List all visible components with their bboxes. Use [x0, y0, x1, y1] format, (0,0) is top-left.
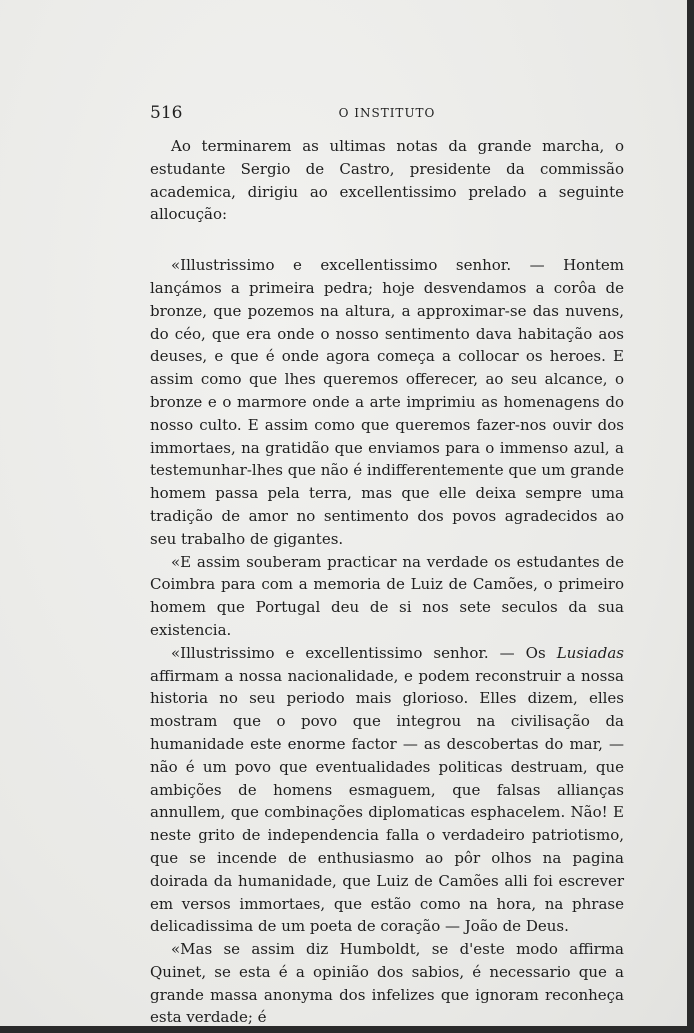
- lusiadas-text-before: «Illustrissimo e excellentissimo senhor. — Os: [171, 643, 557, 662]
- scan-edge-bottom: [0, 1026, 694, 1033]
- page-header: [150, 103, 624, 125]
- scan-edge-right: [687, 0, 694, 1033]
- page-number: 516: [150, 103, 183, 123]
- paragraph-students-coimbra: «E assim souberam practicar na verdade os estudantes de Coimbra para com a memoria de Luiz de Camões, o primeiro homem que Portugal deu de si nos sete seculos da sua existencia.: [150, 552, 624, 639]
- lusiadas-text-after: affirmam a nossa nacionalidade, e podem reconstruir a nossa historia no seu periodo mais glorioso. Elles dizem, elles mostram que o povo que integrou na civilisação da humanidade este enorme factor — as descobertas do mar, — não é um povo que eventualidades politicas destruam, que ambições de homens esmaguem, que falsas allianças annullem, que combinações diplomaticas esphacelem. Não! E neste grito de independencia falla o verdadeiro patriotismo, que se incende de enthusiasmo ao pôr olhos na pagina doirada da humanidade, que Luiz de Camões alli foi escrever em versos immortaes, que estão como na hora, na phrase delicadissima de um poeta de coração — João de Deus.: [150, 666, 624, 936]
- paragraph-lusiadas: [150, 642, 624, 938]
- paragraph-intro: Ao terminarem as ultimas notas da grande marcha, o estudante Sergio de Castro, presidente da commissão academica, dirigiu ao excellentissimo prelado a seguinte allocução:: [150, 137, 624, 224]
- paragraph-speech-opening: «Illustrissimo e excellentissimo senhor. — Hontem lançámos a primeira pedra; hoje desvendamos a corôa de bronze, que pozemos na altura, a approximar-se das nuvens, do céo, que era onde o nosso sentimento dava habitação aos deuses, e que é onde agora começa a collocar os heroes. E assim como que lhes queremos offerecer, ao seu alcance, o bronze e o marmore onde a arte imprimiu as homenagens do nosso culto. E assim como que queremos fazer-nos ouvir dos immortaes, na gratidão que enviamos para o immenso azul, a testemunhar-lhes que não é indifferentemente que um grande homem passa pela terra, mas que elle deixa sempre uma tradição de amor no sentimento dos povos agradecidos ao seu trabalho de gigantes.: [150, 256, 624, 548]
- lusiadas-title: Lusiadas: [556, 643, 624, 662]
- running-title: O INSTITUTO: [338, 106, 436, 120]
- body-text: [150, 135, 624, 1029]
- paragraph-humboldt: «Mas se assim diz Humboldt, se d'este modo affirma Quinet, se esta é a opinião dos sabios, é necessario que a grande massa anonyma dos infelizes que ignoram reconheça esta verdade; é: [150, 940, 624, 1027]
